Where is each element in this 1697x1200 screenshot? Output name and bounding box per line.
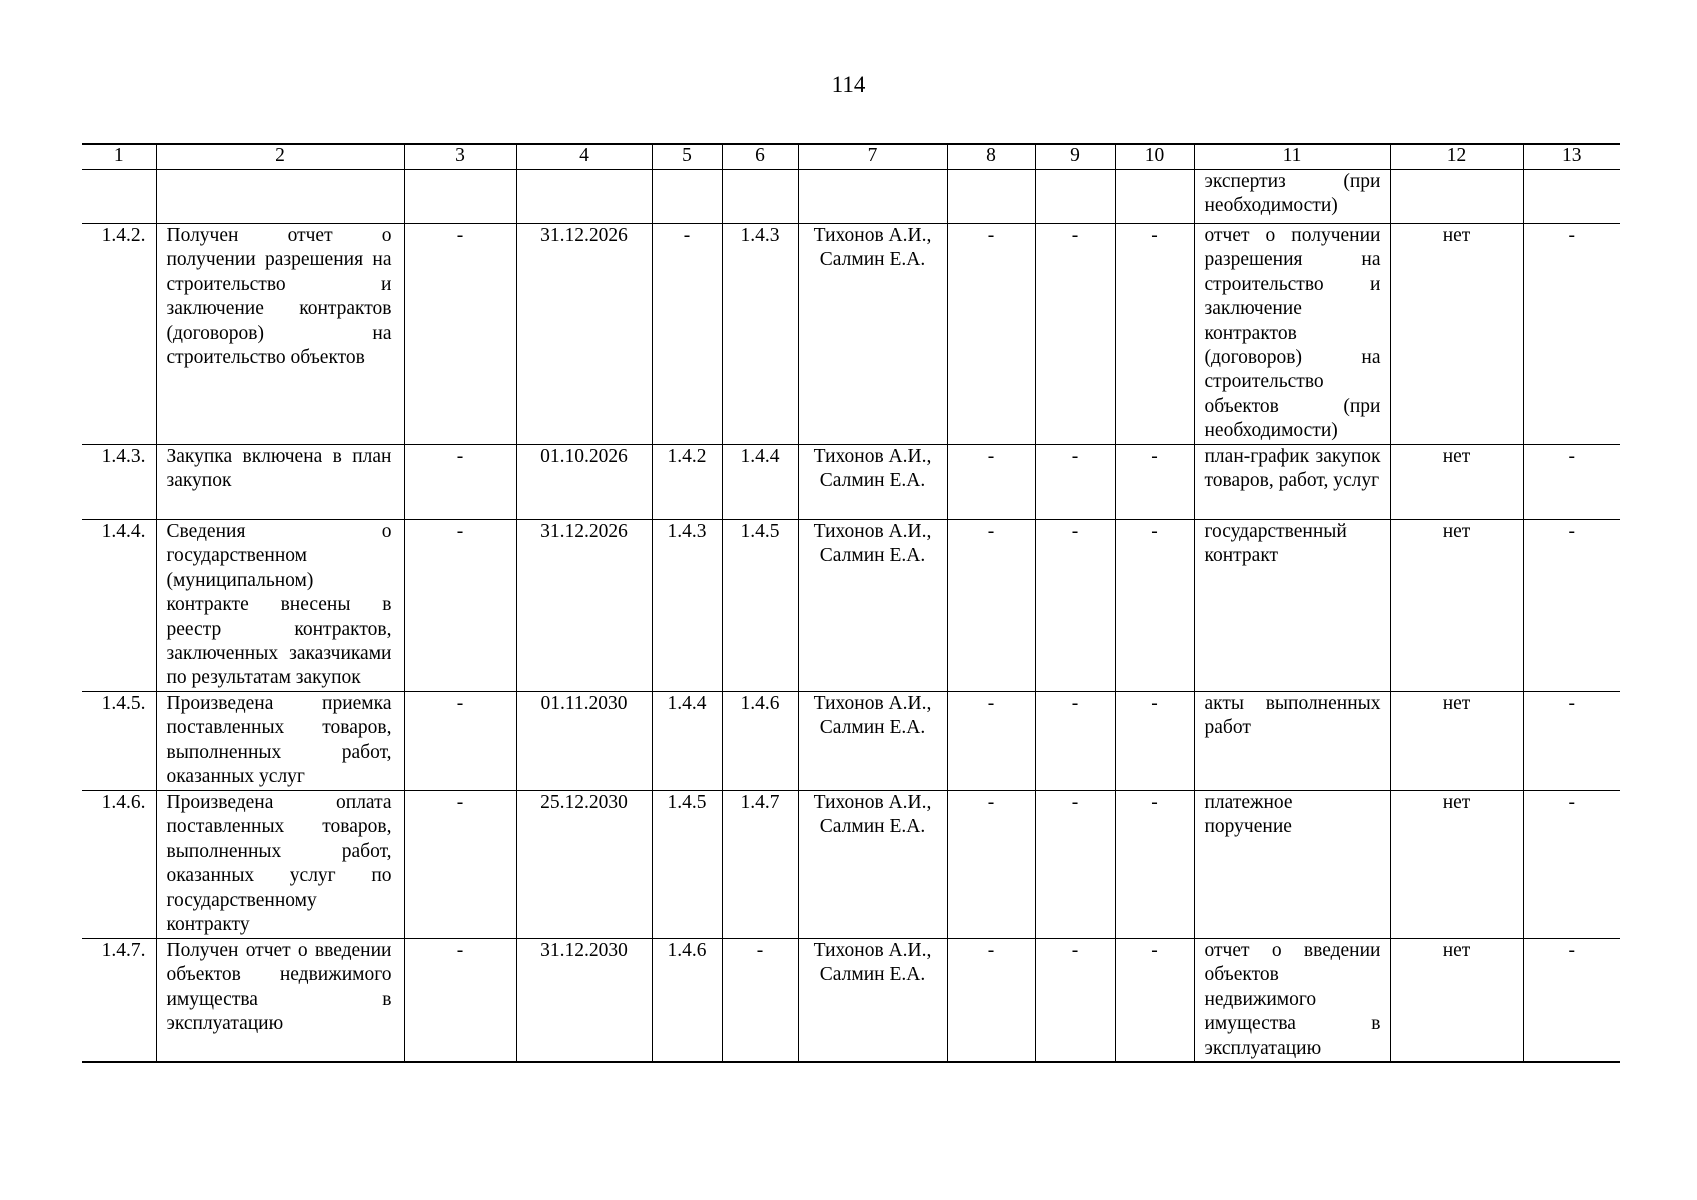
cell-col3: - xyxy=(404,939,516,1063)
responsible-line: Тихонов А.И., xyxy=(813,446,932,467)
column-header: 1 xyxy=(82,144,156,170)
responsible-cell xyxy=(798,791,947,939)
date-cell: 31.12.2026 xyxy=(516,224,652,445)
event-description: Произведена оплата поставленных товаров, выполненных работ, оказанных услуг по государственному контракту xyxy=(156,791,404,939)
column-header: 2 xyxy=(156,144,404,170)
cell-col9: - xyxy=(1035,224,1115,445)
cell-col13: - xyxy=(1523,939,1620,1063)
cell-col8: - xyxy=(947,791,1035,939)
cell-col8: - xyxy=(947,692,1035,791)
cell-col9: - xyxy=(1035,939,1115,1063)
cell-col9: - xyxy=(1035,692,1115,791)
cell-col10: - xyxy=(1115,224,1194,445)
successor-cell: 1.4.4 xyxy=(722,445,798,520)
event-description: Получен отчет о получении разрешения на строительство и заключение контрактов (договоров) на строительство объектов xyxy=(156,224,404,445)
predecessor-cell: - xyxy=(652,224,722,445)
cell-col10: - xyxy=(1115,520,1194,692)
cell-col8: - xyxy=(947,939,1035,1063)
cell-col13: - xyxy=(1523,445,1620,520)
responsible-line: Салмин Е.А. xyxy=(819,249,926,271)
predecessor-cell: 1.4.3 xyxy=(652,520,722,692)
successor-cell: 1.4.6 xyxy=(722,692,798,791)
document-cell: план-график закупок товаров, работ, услуг xyxy=(1194,445,1390,520)
column-header: 8 xyxy=(947,144,1035,170)
cell-col13: - xyxy=(1523,224,1620,445)
cell-col13: - xyxy=(1523,692,1620,791)
table-row xyxy=(82,939,1620,1063)
table-row xyxy=(82,692,1620,791)
column-header: 9 xyxy=(1035,144,1115,170)
column-header: 10 xyxy=(1115,144,1194,170)
row-number: 1.4.6. xyxy=(82,791,156,939)
successor-cell: - xyxy=(722,939,798,1063)
continuation-row xyxy=(82,170,1620,224)
responsible-cell xyxy=(798,692,947,791)
cell-col3: - xyxy=(404,445,516,520)
responsible-line: Салмин Е.А. xyxy=(819,964,926,986)
column-header: 3 xyxy=(404,144,516,170)
predecessor-cell: 1.4.4 xyxy=(652,692,722,791)
predecessor-cell: 1.4.5 xyxy=(652,791,722,939)
responsible-cell xyxy=(798,224,947,445)
event-description: Произведена приемка поставленных товаров, выполненных работ, оказанных услуг xyxy=(156,692,404,791)
cell-col3: - xyxy=(404,520,516,692)
responsible-line: Тихонов А.И., xyxy=(813,521,932,542)
date-cell: 31.12.2026 xyxy=(516,520,652,692)
cell-col10: - xyxy=(1115,692,1194,791)
cell-col3: - xyxy=(404,692,516,791)
predecessor-cell: 1.4.2 xyxy=(652,445,722,520)
responsible-line: Тихонов А.И., xyxy=(813,792,932,813)
column-header: 5 xyxy=(652,144,722,170)
event-description: Закупка включена в план закупок xyxy=(156,445,404,520)
event-description: Сведения о государственном (муниципальном) контракте внесены в реестр контрактов, заключенных заказчиками по результатам закупок xyxy=(156,520,404,692)
column-header: 13 xyxy=(1523,144,1620,170)
column-header: 4 xyxy=(516,144,652,170)
cell-col9: - xyxy=(1035,520,1115,692)
row-number: 1.4.5. xyxy=(82,692,156,791)
cell-col10: - xyxy=(1115,791,1194,939)
responsible-line: Тихонов А.И., xyxy=(813,693,932,714)
column-header: 11 xyxy=(1194,144,1390,170)
event-description: Получен отчет о введении объектов недвижимого имущества в эксплуатацию xyxy=(156,939,404,1063)
predecessor-cell: 1.4.6 xyxy=(652,939,722,1063)
successor-cell: 1.4.3 xyxy=(722,224,798,445)
responsible-line: Тихонов А.И., xyxy=(813,940,932,961)
cell-col8: - xyxy=(947,224,1035,445)
date-cell: 31.12.2030 xyxy=(516,939,652,1063)
responsible-cell xyxy=(798,939,947,1063)
document-cell: отчет о введении объектов недвижимого имущества в эксплуатацию xyxy=(1194,939,1390,1063)
column-header: 12 xyxy=(1390,144,1523,170)
date-cell: 01.10.2026 xyxy=(516,445,652,520)
responsible-cell xyxy=(798,445,947,520)
row-number: 1.4.4. xyxy=(82,520,156,692)
cell-col12: нет xyxy=(1390,224,1523,445)
plan-table xyxy=(82,143,1620,1063)
responsible-cell xyxy=(798,520,947,692)
cell-col9: - xyxy=(1035,791,1115,939)
column-header: 6 xyxy=(722,144,798,170)
cell-col9: - xyxy=(1035,445,1115,520)
row-number: 1.4.7. xyxy=(82,939,156,1063)
cell-col3: - xyxy=(404,791,516,939)
table-row xyxy=(82,224,1620,445)
table-row xyxy=(82,791,1620,939)
column-header: 7 xyxy=(798,144,947,170)
table-row xyxy=(82,445,1620,520)
page-number: 114 xyxy=(831,72,866,97)
cell-col8: - xyxy=(947,445,1035,520)
date-cell: 01.11.2030 xyxy=(516,692,652,791)
responsible-line: Тихонов А.И., xyxy=(813,225,932,246)
row-number: 1.4.2. xyxy=(82,224,156,445)
cell-col12: нет xyxy=(1390,445,1523,520)
row-number: 1.4.3. xyxy=(82,445,156,520)
responsible-line: Салмин Е.А. xyxy=(819,816,926,838)
document-cell: отчет о получении разрешения на строительство и заключение контрактов (договоров) на строительство объектов (при необходимости) xyxy=(1194,224,1390,445)
cell-col12: нет xyxy=(1390,692,1523,791)
cell-col13: - xyxy=(1523,791,1620,939)
date-cell: 25.12.2030 xyxy=(516,791,652,939)
cell-col12: нет xyxy=(1390,791,1523,939)
table-row xyxy=(82,520,1620,692)
document-cell: акты выполненных работ xyxy=(1194,692,1390,791)
column-number-row xyxy=(82,144,1620,170)
cell-col8: - xyxy=(947,520,1035,692)
cell-col12: нет xyxy=(1390,520,1523,692)
cell-col10: - xyxy=(1115,445,1194,520)
cell-col12: нет xyxy=(1390,939,1523,1063)
document-cell: экспертиз (при необходимости) xyxy=(1194,170,1390,224)
successor-cell: 1.4.7 xyxy=(722,791,798,939)
responsible-line: Салмин Е.А. xyxy=(819,470,926,492)
document-cell: государственный контракт xyxy=(1194,520,1390,692)
responsible-line: Салмин Е.А. xyxy=(819,545,926,567)
cell-col3: - xyxy=(404,224,516,445)
document-cell: платежное поручение xyxy=(1194,791,1390,939)
successor-cell: 1.4.5 xyxy=(722,520,798,692)
cell-col10: - xyxy=(1115,939,1194,1063)
responsible-line: Салмин Е.А. xyxy=(819,717,926,739)
cell-col13: - xyxy=(1523,520,1620,692)
